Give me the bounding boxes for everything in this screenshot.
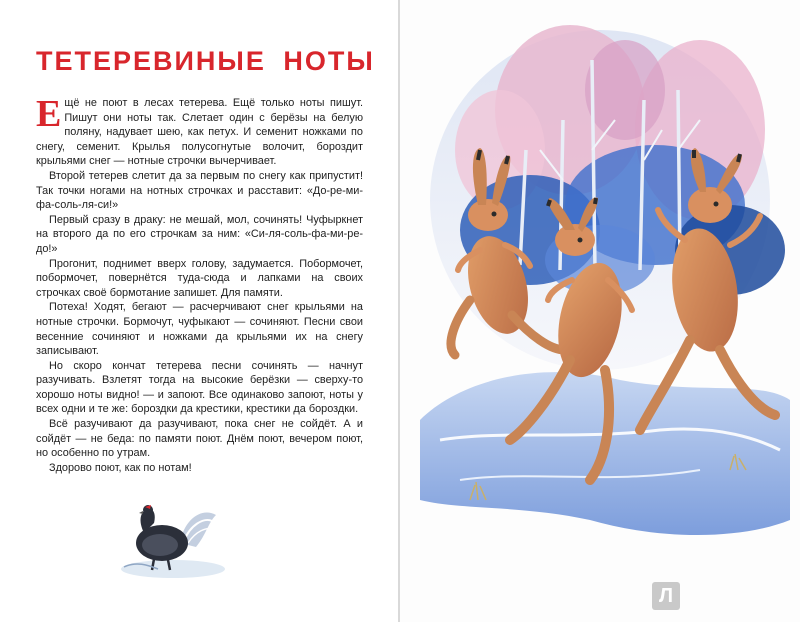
paragraph: Потеха! Ходят, бегают — расчерчивают снег крыльями на нотные строчки. Бормочут, чуфыкают — сочиняют. Песни свои весенние сочиняют и ножками да крыльями их на снегу записывают.: [36, 301, 363, 358]
story-text: [36, 93, 363, 475]
paragraph: Но скоро кончат тетерева песни сочинять — начнут разучивать. Взлетят тогда на высокие берёзки — сверху-то хорошо ноты видно! — и запоют. Все одинаково запоют, ноты у всех одни и те же: бороздки да крестики, крестики да бороздки.: [36, 359, 363, 416]
page-title: ТЕТЕРЕВИНЫЕ НОТЫ: [36, 46, 375, 76]
paragraph: Первый сразу в драку: не мешай, мол, сочинять! Чуфыркнет на второго да по его строчкам за ним: «Си-ля-соль-фа-ми-ре-до!»: [36, 213, 363, 255]
right-page: [400, 0, 800, 622]
paragraph: Прогонит, поднимет вверх голову, задумается. Побормочет, побормочет, повернётся туда-сюда и лапками на своих строчках своё бормотание запишет. Для памяти.: [36, 257, 363, 299]
paragraph: Здорово поют, как по нотам!: [49, 461, 192, 474]
paragraph-text: щё не поют в лесах тетерева. Ещё только ноты пишут. Пишут они ноты так. Слетает один с берёзы на белую поляну, надувает шею, как петух. И семенит ножками по снегу, семенит. Крылья полусогнутые волочит, бороздит крыльями снег — нотные строчки вычерчивает.: [36, 97, 363, 168]
left-page: [0, 0, 398, 622]
drop-cap: Е: [36, 93, 62, 135]
paragraph: [36, 93, 363, 169]
paragraph: Второй тетерев слетит да за первым по снегу как припустит! Так точки ногами на нотных строчках и расставит: «До-ре-ми-фа-соль-ля-си!»: [36, 169, 363, 212]
watermark-logo: Л: [652, 582, 680, 610]
grouse-illustration: [118, 485, 228, 580]
paragraph: Всё разучивают да разучивают, пока снег не сойдёт. А и сойдёт — не беда: по памяти поют. Днём поют, вечером поют, но особенно по утрам.: [36, 418, 363, 460]
hares-illustration: [400, 0, 800, 622]
